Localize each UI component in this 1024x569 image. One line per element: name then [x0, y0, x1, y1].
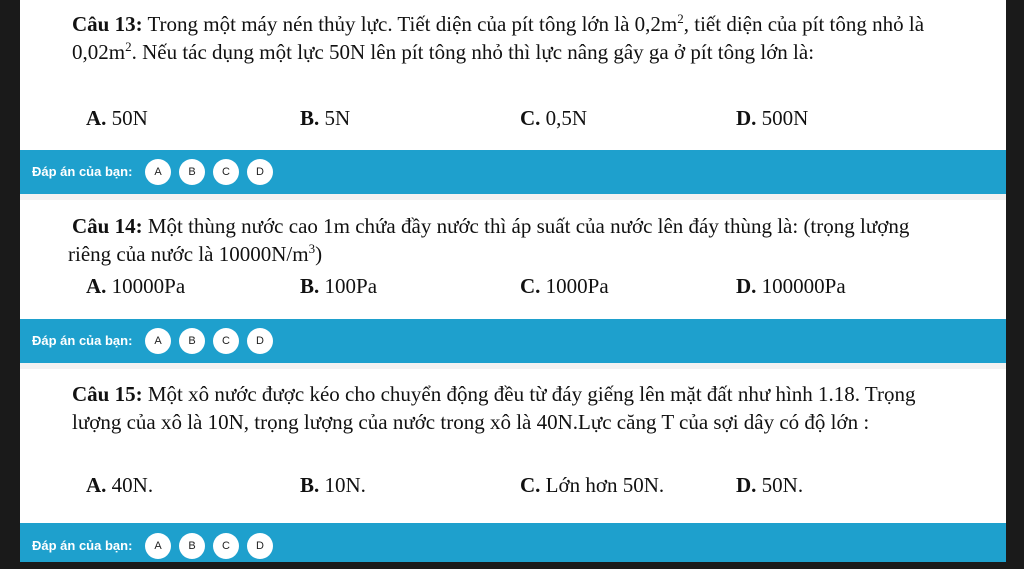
question-13-label: Câu 13: [72, 12, 143, 36]
question-14-label: Câu 14: [72, 214, 143, 238]
question-15-option-a: A. 40N. [86, 473, 154, 497]
question-15-option-c: C. Lớn hơn 50N. [520, 473, 665, 497]
question-13-option-a: A. 50N [86, 106, 148, 130]
quiz-page [20, 0, 1006, 562]
question-14-option-c: C. 1000Pa [520, 274, 609, 298]
answer-bar-label: Đáp án của bạn: [32, 538, 133, 553]
answer-bar-15 [20, 523, 1006, 562]
answer-choice-c[interactable]: C [213, 533, 239, 559]
answer-choice-c[interactable]: C [213, 159, 239, 185]
answer-choice-c[interactable]: C [213, 328, 239, 354]
separator [20, 194, 1006, 200]
question-15-text: Câu 15: Một xô nước được kéo cho chuyển động đều từ đáy giếng lên mặt đất như hình 1.18. Trọng lượng của xô là 10N, trọng lượng của nước trong xô là 40N.Lực căng T của sợi dây có độ lớn : [72, 382, 916, 434]
answer-choice-a[interactable]: A [145, 328, 171, 354]
answer-choice-b[interactable]: B [179, 533, 205, 559]
separator [20, 363, 1006, 369]
answer-choice-b[interactable]: B [179, 328, 205, 354]
question-14-option-b: B. 100Pa [300, 274, 378, 298]
question-13-option-c: C. 0,5N [520, 106, 588, 130]
answer-choice-a[interactable]: A [145, 159, 171, 185]
question-14-option-d: D. 100000Pa [736, 274, 846, 298]
question-15-option-d: D. 50N. [736, 473, 804, 497]
answer-choice-d[interactable]: D [247, 159, 273, 185]
question-14-text: Câu 14: Một thùng nước cao 1m chứa đầy nước thì áp suất của nước lên đáy thùng là: (trọng lượng riêng của nước là $10000N/m^3$) [68, 214, 910, 266]
answer-bar-label: Đáp án của bạn: [32, 333, 133, 348]
answer-choice-a[interactable]: A [145, 533, 171, 559]
question-14-option-a: A. 10000Pa [86, 274, 186, 298]
question-15-option-b: B. 10N. [300, 473, 366, 497]
answer-choice-d[interactable]: D [247, 533, 273, 559]
answer-bar-label: Đáp án của bạn: [32, 164, 133, 179]
answer-choice-b[interactable]: B [179, 159, 205, 185]
answer-bar-14 [20, 319, 1006, 363]
answer-choice-d[interactable]: D [247, 328, 273, 354]
question-13-text: Câu 13: Trong một máy nén thủy lực. Tiết diện của pít tông lớn là $0,2m^2$, tiết diện của pít tông nhỏ là $0,02m^2$. Nếu tác dụng một lực 50N lên pít tông nhỏ thì lực nâng gây ga ở pít tông lớn là: [72, 11, 925, 64]
question-13-option-b: B. 5N [300, 106, 351, 130]
question-13-option-d: D. 500N [736, 106, 809, 130]
question-15-label: Câu 15: [72, 382, 143, 406]
answer-bar-13 [20, 150, 1006, 194]
